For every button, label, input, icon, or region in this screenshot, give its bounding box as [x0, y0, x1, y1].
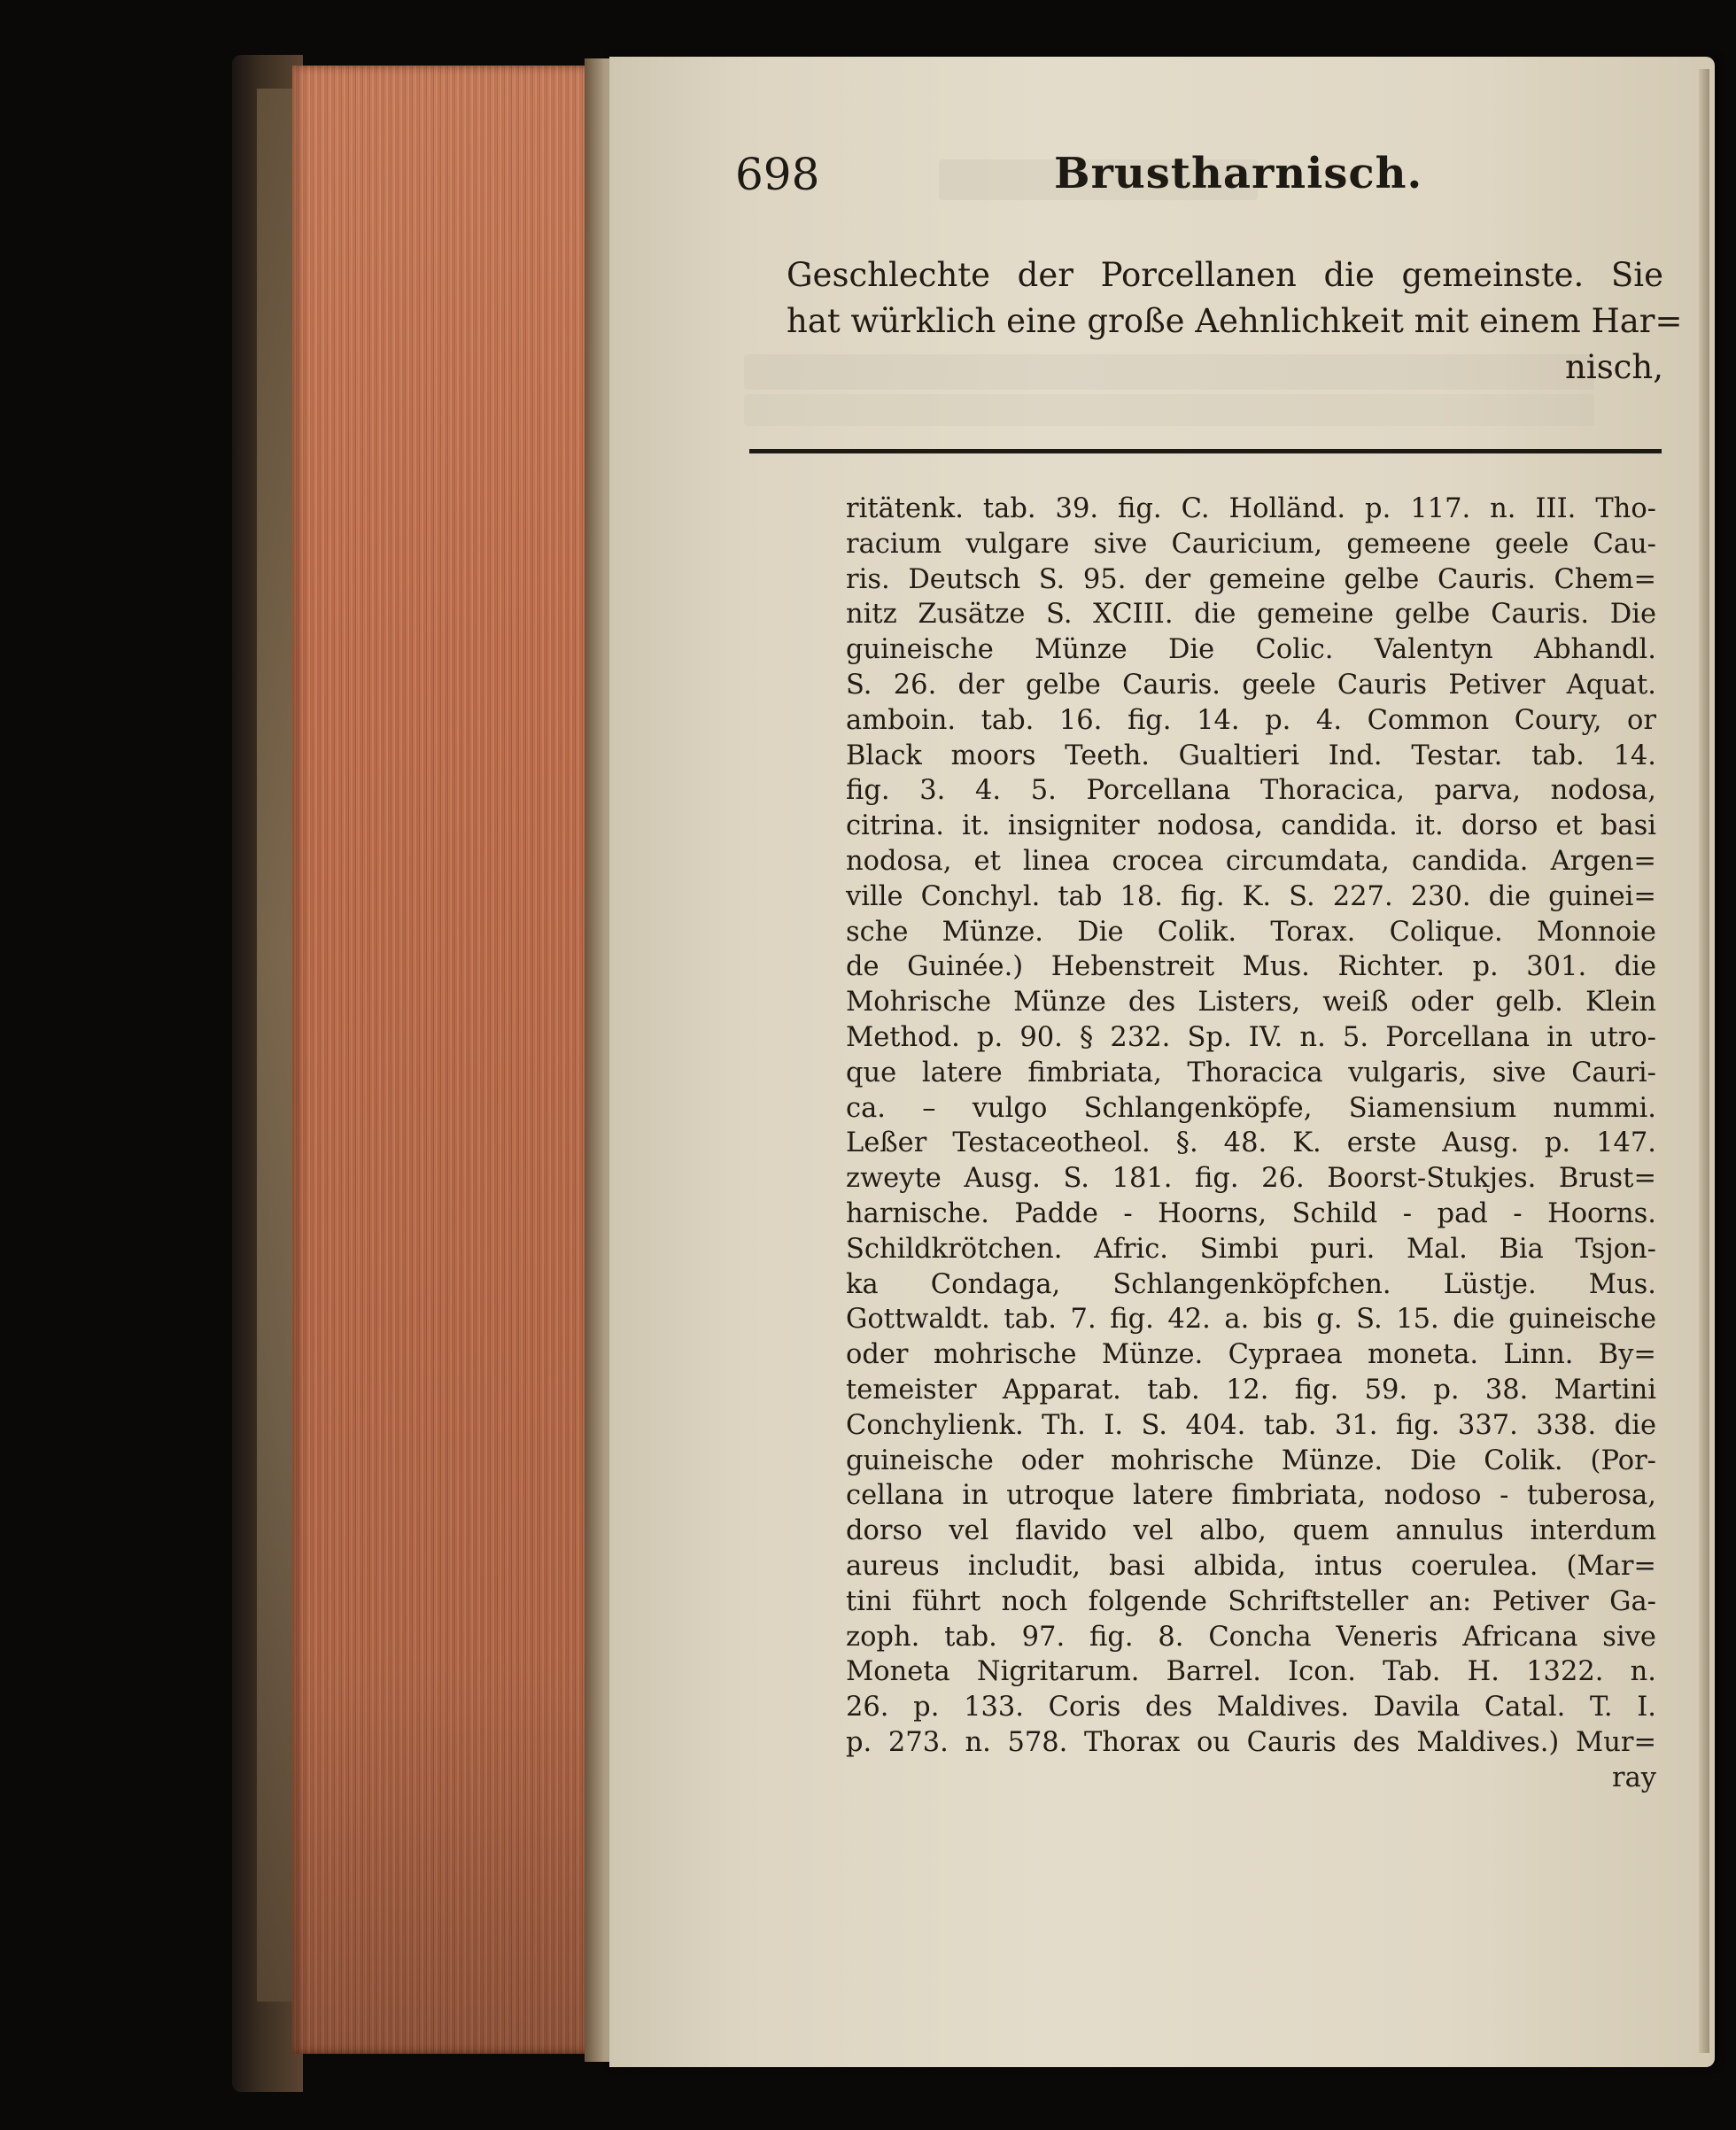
footnote-line: ka Condaga, Schlangenköpfchen. Lüstje. Mus.: [846, 1268, 1656, 1300]
footnote-line: ca. – vulgo Schlangenköpfe, Siamensium nummi.: [846, 1092, 1656, 1124]
text-line: hat würklich eine große Aehnlichkeit mit einem Har=: [787, 302, 1683, 340]
footnote-line: guineische Münze Die Colic. Valentyn Abhandl.: [846, 634, 1656, 666]
footnote-line: Leßer Testaceotheol. §. 48. K. erste Ausg. p. 147.: [846, 1127, 1656, 1159]
footnote-rule: [749, 449, 1662, 453]
text-line: Geschlechte der Porcellanen die gemeinste. Sie: [787, 256, 1663, 294]
footnote-line: zoph. tab. 97. fig. 8. Concha Veneris Africana sive: [846, 1621, 1656, 1653]
footnote-line: guineische oder mohrische Münze. Die Colik. (Por-: [846, 1445, 1656, 1476]
footnote-line: de Guinée.) Hebenstreit Mus. Richter. p. 301. die: [846, 951, 1656, 983]
footnote-block: [846, 492, 1656, 1795]
footnote-line: cellana in utroque latere fimbriata, nodoso - tuberosa,: [846, 1480, 1656, 1512]
footnote-line: racium vulgare sive Cauricium, gemeene geele Cau-: [846, 528, 1656, 560]
footnote-line: que latere fimbriata, Thoracica vulgaris, sive Cauri-: [846, 1057, 1656, 1088]
footnote-line: oder mohrische Münze. Cypraea moneta. Linn. By=: [846, 1339, 1656, 1371]
footnote-line: ris. Deutsch S. 95. der gemeine gelbe Cauris. Chem=: [846, 563, 1656, 595]
footnote-line: Method. p. 90. § 232. Sp. IV. n. 5. Porcellana in utro-: [846, 1021, 1656, 1053]
footnote-line: ritätenk. tab. 39. fig. C. Holländ. p. 117. n. III. Tho-: [846, 493, 1656, 524]
footnote-line: Conchylienk. Th. I. S. 404. tab. 31. fig. 337. 338. die: [846, 1409, 1656, 1441]
footnote-line: Schildkrötchen. Afric. Simbi puri. Mal. Bia Tsjon-: [846, 1233, 1656, 1265]
footnote-line: temeister Apparat. tab. 12. fig. 59. p. 38. Martini: [846, 1374, 1656, 1406]
page-edges-shading: [292, 66, 598, 2054]
binding-highlight: [257, 89, 292, 2002]
footnote-line: citrina. it. insigniter nodosa, candida. it. dorso et basi: [846, 810, 1656, 842]
footnote-line: zweyte Ausg. S. 181. fig. 26. Boorst-Stukjes. Brust=: [846, 1163, 1656, 1195]
footnote-line: sche Münze. Die Colik. Torax. Colique. Monnoie: [846, 916, 1656, 948]
footnote-line: fig. 3. 4. 5. Porcellana Thoracica, parva, nodosa,: [846, 775, 1656, 807]
main-text: [787, 252, 1683, 391]
catchword: ray: [1612, 1762, 1656, 1793]
footnote-line: Black moors Teeth. Gualtieri Ind. Testar. tab. 14.: [846, 740, 1656, 771]
footnote-line: dorso vel flavido vel albo, quem annulus interdum: [846, 1515, 1656, 1547]
page-right-edge: [1699, 69, 1709, 2053]
footnote-line: aureus includit, basi albida, intus coerulea. (Mar=: [846, 1550, 1656, 1582]
footnote-line: 26. p. 133. Coris des Maldives. Davila Catal. T. I.: [846, 1692, 1656, 1723]
bleed-through-shadow: [744, 394, 1594, 426]
footnote-line: p. 273. n. 578. Thorax ou Cauris des Maldives.) Mur=: [846, 1726, 1656, 1758]
footnote-line: S. 26. der gelbe Cauris. geele Cauris Petiver Aquat.: [846, 669, 1656, 701]
footnote-line: Gottwaldt. tab. 7. fig. 42. a. bis g. S. 15. die guineische: [846, 1304, 1656, 1336]
footnote-line: harnische. Padde - Hoorns, Schild - pad - Hoorns.: [846, 1197, 1656, 1229]
footnote-line: nodosa, et linea crocea circumdata, candida. Argen=: [846, 845, 1656, 877]
footnote-line: ville Conchyl. tab 18. fig. K. S. 227. 230. die guinei=: [846, 880, 1656, 912]
footnote-line: Mohrische Münze des Listers, weiß oder gelb. Klein: [846, 987, 1656, 1019]
running-head: Brustharnisch.: [1054, 149, 1423, 198]
footnote-line: nitz Zusätze S. XCIII. die gemeine gelbe Cauris. Die: [846, 599, 1656, 631]
page-header: [735, 149, 1423, 220]
footnote-line: tini führt noch folgende Schriftsteller an: Petiver Ga-: [846, 1585, 1656, 1617]
page-number: 698: [735, 149, 820, 200]
footnote-line: Moneta Nigritarum. Barrel. Icon. Tab. H. 1322. n.: [846, 1656, 1656, 1688]
footnote-line: amboin. tab. 16. fig. 14. p. 4. Common Coury, or: [846, 704, 1656, 736]
catchword: nisch,: [1565, 348, 1663, 386]
